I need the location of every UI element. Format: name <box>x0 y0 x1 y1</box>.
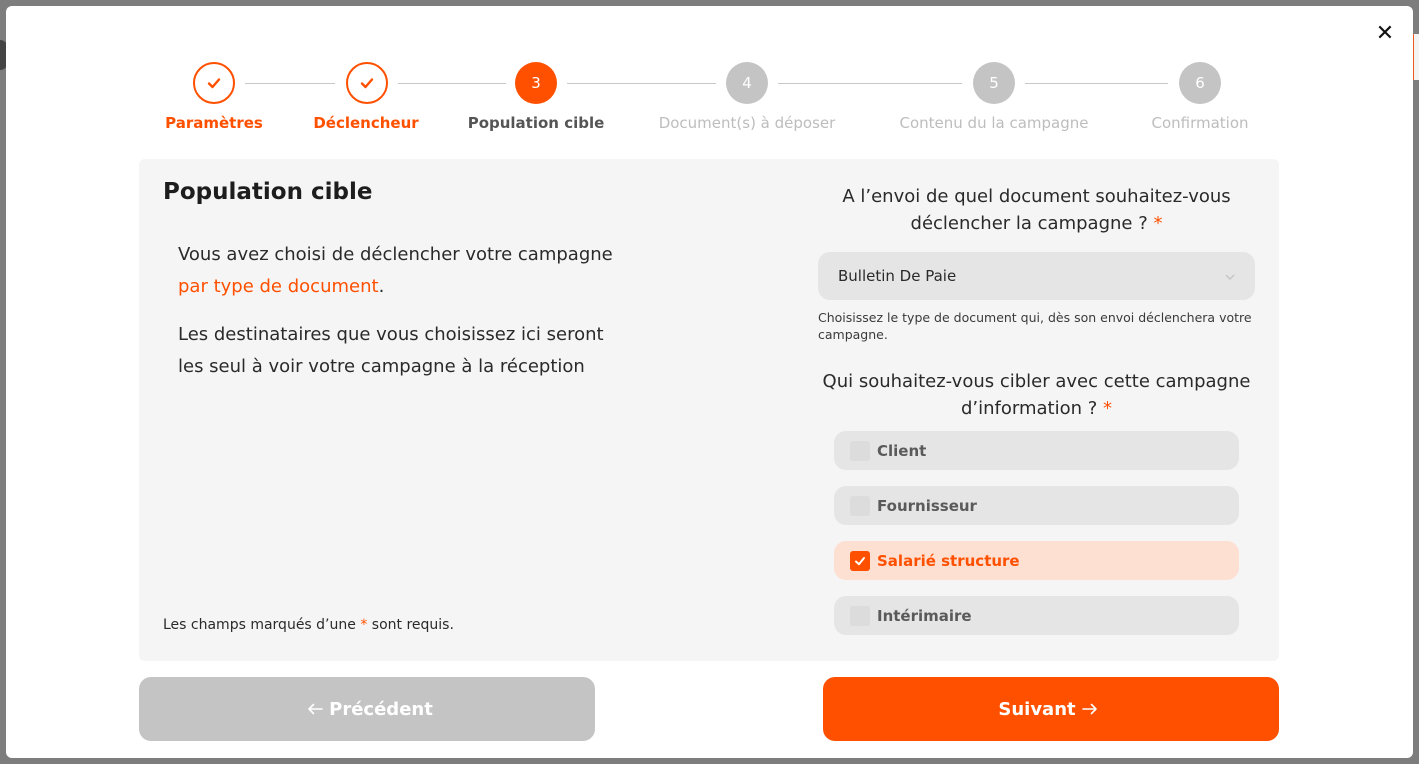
document-question <box>818 183 1255 237</box>
previous-button[interactable] <box>139 677 595 741</box>
option-label: Fournisseur <box>877 496 977 515</box>
option-interimaire[interactable] <box>834 596 1239 635</box>
document-question-label: A l’envoi de quel document souhaitez-vous déclencher la campagne ? <box>842 186 1231 234</box>
arrow-left-icon <box>307 699 323 720</box>
document-type-value: Bulletin De Paie <box>838 267 957 285</box>
intro-paragraph-2: Les destinataires que vous choisissez ici seront les seul à voir votre campagne à la réception <box>178 324 604 377</box>
step-2-circle[interactable] <box>346 62 388 104</box>
document-type-hint: Choisissez le type de document qui, dès son envoi déclenchera votre campagne. <box>818 310 1252 342</box>
next-button-label: Suivant <box>998 698 1076 720</box>
required-star: * <box>1153 213 1163 234</box>
target-question-label: Qui souhaitez-vous cibler avec cette campagne d’information ? <box>822 371 1251 419</box>
option-label: Client <box>877 441 927 460</box>
form-fields <box>818 183 1255 651</box>
step-5-label: Contenu du la campagne <box>899 114 1089 132</box>
next-button[interactable] <box>823 677 1279 741</box>
step-1-label: Paramètres <box>165 114 263 132</box>
step-2-label: Déclencheur <box>313 114 419 132</box>
previous-button-label: Précédent <box>329 698 433 720</box>
form-panel <box>139 159 1279 661</box>
document-type-select[interactable] <box>818 252 1255 300</box>
option-fournisseur[interactable] <box>834 486 1239 525</box>
required-note-suffix: sont requis. <box>367 617 454 633</box>
campaign-modal <box>6 6 1413 758</box>
step-5-circle[interactable]: 5 <box>973 62 1015 104</box>
option-salarie-structure[interactable] <box>834 541 1239 580</box>
check-icon <box>206 75 222 91</box>
check-icon <box>359 75 375 91</box>
step-6-circle[interactable]: 6 <box>1179 62 1221 104</box>
step-connector <box>245 83 335 84</box>
option-label: Salarié structure <box>877 551 1020 570</box>
target-question <box>818 368 1255 422</box>
checkbox-checked[interactable] <box>850 551 870 571</box>
page-title: Population cible <box>163 179 373 205</box>
required-star: * <box>1103 398 1113 419</box>
background-button-fragment <box>1413 34 1419 80</box>
step-4-label: Document(s) à déposer <box>658 114 836 132</box>
check-icon <box>854 555 866 567</box>
step-connector <box>398 83 506 84</box>
required-star: * <box>360 617 368 633</box>
step-1-circle[interactable] <box>193 62 235 104</box>
step-3-circle[interactable]: 3 <box>515 62 557 104</box>
target-options <box>834 431 1239 635</box>
step-connector <box>778 83 962 84</box>
intro-prefix: Vous avez choisi de déclencher votre campagne <box>178 244 613 265</box>
arrow-right-icon <box>1082 699 1098 720</box>
required-note-prefix: Les champs marqués d’une <box>163 617 361 633</box>
close-icon[interactable]: ✕ <box>1375 20 1395 46</box>
step-connector <box>1025 83 1168 84</box>
checkbox[interactable] <box>850 496 870 516</box>
step-3-label: Population cible <box>467 114 605 132</box>
intro-text <box>178 239 628 399</box>
chevron-down-icon <box>1225 269 1235 283</box>
step-4-circle[interactable]: 4 <box>726 62 768 104</box>
stepper <box>6 6 1413 156</box>
checkbox[interactable] <box>850 606 870 626</box>
intro-paragraph-1 <box>178 239 628 303</box>
option-label: Intérimaire <box>877 606 972 625</box>
option-client[interactable] <box>834 431 1239 470</box>
intro-suffix: . <box>378 276 385 297</box>
required-note <box>163 617 454 633</box>
step-connector <box>567 83 716 84</box>
step-6-label: Confirmation <box>1151 114 1249 132</box>
checkbox[interactable] <box>850 441 870 461</box>
intro-highlight: par type de document <box>178 276 379 297</box>
